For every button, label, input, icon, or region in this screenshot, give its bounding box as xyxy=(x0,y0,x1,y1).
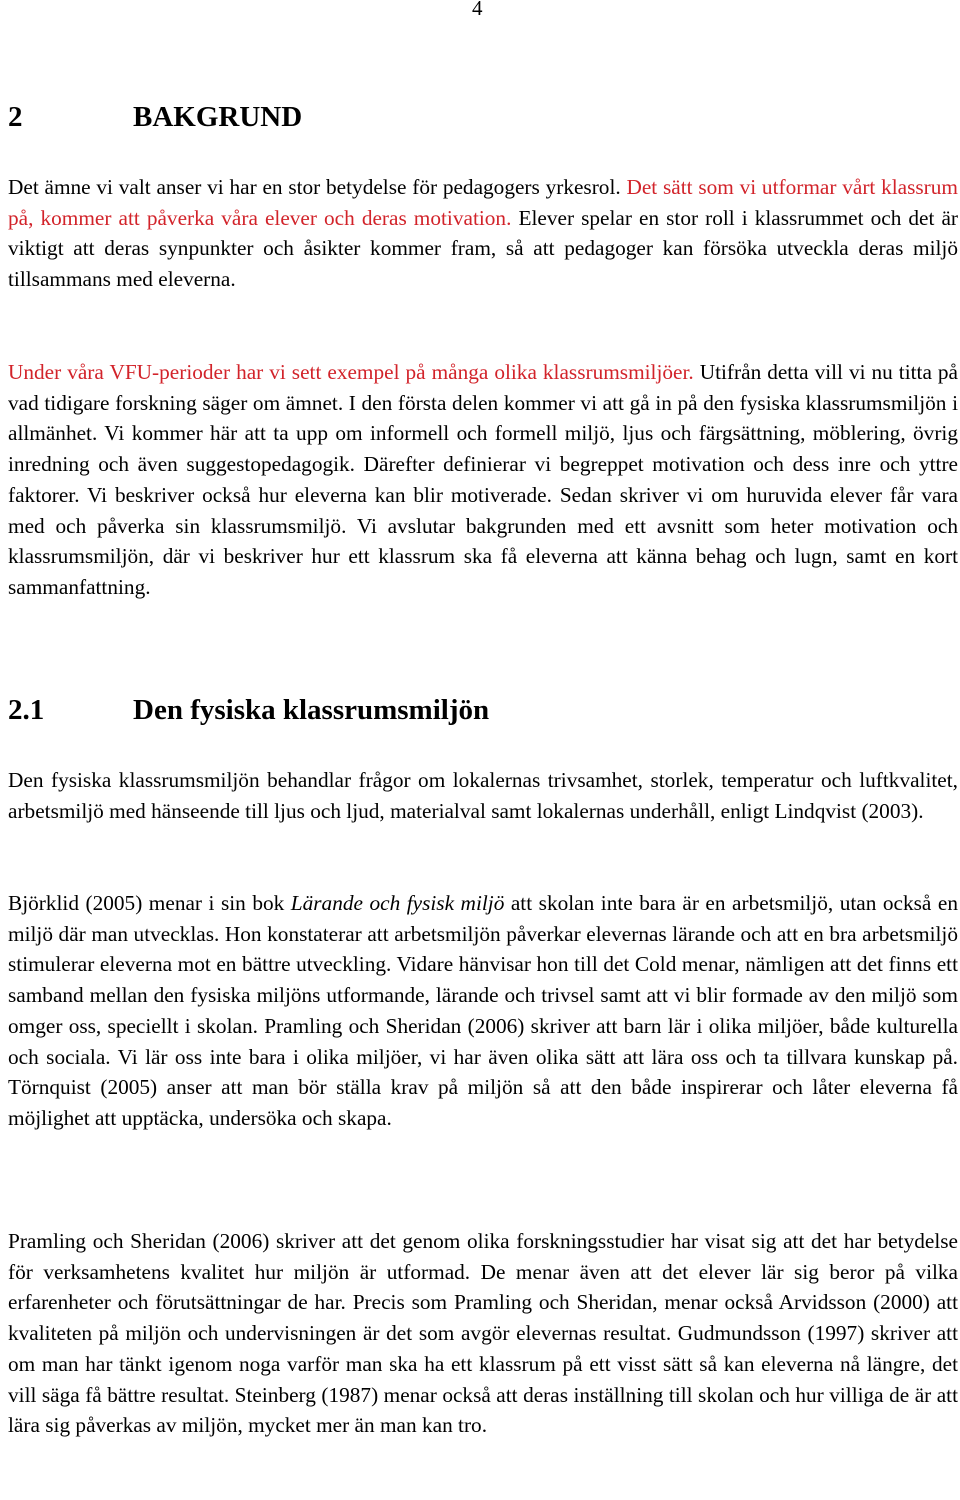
section-title: BAKGRUND xyxy=(133,101,303,133)
overview-text: Utifrån detta vill vi nu titta på vad tidigare forskning säger om ämnet. I den första delen kommer vi att gå in på den fysiska klassrumsmiljön i allmänhet. Vi kommer här att ta upp om informell och formell miljö, ljus och färgsättning, möblering, övrig inredning och även suggestopedagogik. Därefter definierar vi begreppet motivation och dess inre och yttre faktorer. Vi beskriver också hur eleverna kan blir motiverade. Sedan skriver vi om huruvida elever får vara med och påverka sin klassrumsmiljö. Vi avslutar bakgrunden med ett avsnitt som heter motivation och klassrumsmiljön, där vi beskriver hur ett klassrum ska få eleverna att känna behag och lugn, samt en kort sammanfattning. xyxy=(8,360,958,599)
page-number: 4 xyxy=(472,0,483,20)
intro-highlight: Det sätt som vi utformar vårt klassrum på, kommer att påverka våra elever och deras motivation. xyxy=(8,175,958,230)
bjorklid-text: Björklid (2005) menar i sin bok xyxy=(8,891,285,915)
paragraph-definition: Den fysiska klassrumsmiljön behandlar frågor om lokalernas trivsamhet, storlek, temperatur och luftkvalitet, arbetsmiljö med hänseende till ljus och ljud, materialval samt lokalernas underhåll, enligt Lindqvist (2003). xyxy=(8,768,958,823)
paragraph-bjorklid xyxy=(8,888,958,1134)
subsection-number: 2.1 xyxy=(8,694,45,726)
subsection-heading xyxy=(8,692,490,728)
intro-text: Det ämne vi valt anser vi har en stor betydelse för pedagogers yrkesrol. xyxy=(8,175,621,199)
subsection-title: Den fysiska klassrumsmiljön xyxy=(133,694,490,726)
section-heading xyxy=(8,99,303,135)
intro-text-continued: Elever spelar en stor roll i klassrummet och det är viktigt att deras synpunkter och åsikter kommer fram, så att pedagoger kan försöka utveckla deras miljö tillsammans med eleverna. xyxy=(8,205,959,292)
book-title: Lärande och fysisk miljö xyxy=(290,891,505,915)
paragraph-intro xyxy=(8,172,958,295)
section-number: 2 xyxy=(8,101,23,133)
paragraph-pramling: Pramling och Sheridan (2006) skriver att det genom olika forskningsstudier har visat sig att det har betydelse för verksamhetens kvalitet hur miljön är utformad. De menar även att det elever lär sig beror på vilka erfarenheter och förutsättningar de har. Precis som Pramling och Sheridan, menar också Arvidsson (2000) att kvaliteten på miljön och undervisningen är det som avgör elevernas resultat. Gudmundsson (1997) skriver att om man har tänkt igenom noga varför man ska ha ett klassrum på ett visst sätt så kan eleverna nå längre, det vill säga få bättre resultat. Steinberg (1987) menar också att deras inställning till skolan och hur villiga de är att lära sig påverkas av miljön, mycket mer än man kan tro. xyxy=(8,1229,958,1438)
overview-highlight: Under våra VFU-perioder har vi sett exempel på många olika klassrumsmiljöer. xyxy=(8,360,694,384)
bjorklid-text-continued: att skolan inte bara är en arbetsmiljö, utan också en miljö där man utvecklas. Hon konstaterar att arbetsmiljön påverkar elevernas lärande och att en bra arbetsmiljö stimulerar eleverna mot en bättre utveckling. Vidare hänvisar hon till det Cold menar, nämligen att det finns ett samband mellan den fysiska miljöns utformande, lärande och trivsel samt att vi blir formade av den miljö som omger oss, speciellt i skolan. Pramling och Sheridan (2006) skriver att barn lär i olika miljöer, både kulturella och sociala. Vi lär oss inte bara i olika miljöer, vi har även olika sätt att lära oss och ta tillvara kunskap på. Törnquist (2005) anser att man bör ställa krav på miljön så att den både inspirerar och låter eleverna få möjlighet att upptäcka, undersöka och skapa. xyxy=(8,891,958,1130)
paragraph-overview xyxy=(8,357,958,603)
